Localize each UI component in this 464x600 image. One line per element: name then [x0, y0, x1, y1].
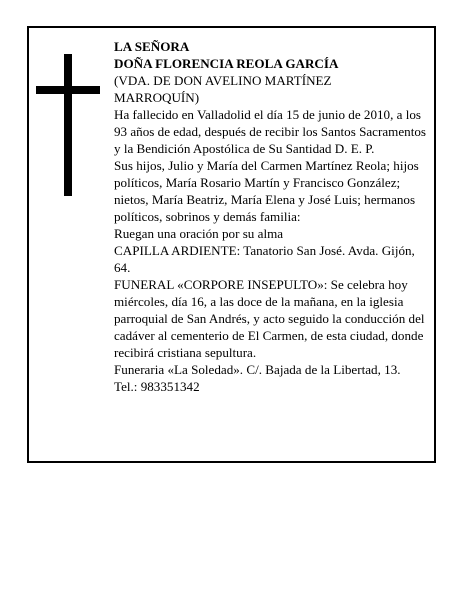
notice-title: LA SEÑORA: [114, 39, 190, 54]
funeral-home-paragraph: Funeraria «La Soledad». C/. Bajada de la Libertad, 13. Tel.: 983351342: [114, 362, 401, 394]
cross-horizontal-bar: [36, 86, 100, 94]
prayer-paragraph: Ruegan una oración por su alma: [114, 226, 284, 241]
death-paragraph: Ha fallecido en Valladolid el día 15 de junio de 2010, a los 93 años de edad, después de recibir los Santos Sacramentos y la Bendición Apostólica de Su Santidad D. E. P.: [114, 107, 426, 156]
widow-line-1: (VDA. DE DON AVELINO MARTÍNEZ: [114, 73, 332, 88]
cross-icon: [36, 54, 100, 196]
widow-line-2: MARROQUÍN): [114, 90, 200, 105]
funeral-paragraph: FUNERAL «CORPORE INSEPULTO»: Se celebra hoy miércoles, día 16, a las doce de la mañana, en la iglesia parroquial de San Andrés, y acto seguido la conducción del cadáver al cementerio de El Carmen, de esta ciudad, donde recibirá cristiana sepultura.: [114, 277, 425, 360]
notice-body: [114, 38, 426, 395]
family-paragraph: Sus hijos, Julio y María del Carmen Martínez Reola; hijos políticos, María Rosario Martín y Francisco González; nietos, María Beatriz, María Elena y José Luis; hermanos políticos, sobrinos y demás familia:: [114, 158, 419, 224]
chapel-paragraph: CAPILLA ARDIENTE: Tanatorio San José. Avda. Gijón, 64.: [114, 243, 415, 275]
deceased-name: DOÑA FLORENCIA REOLA GARCÍA: [114, 56, 339, 71]
cross-vertical-bar: [64, 54, 72, 196]
